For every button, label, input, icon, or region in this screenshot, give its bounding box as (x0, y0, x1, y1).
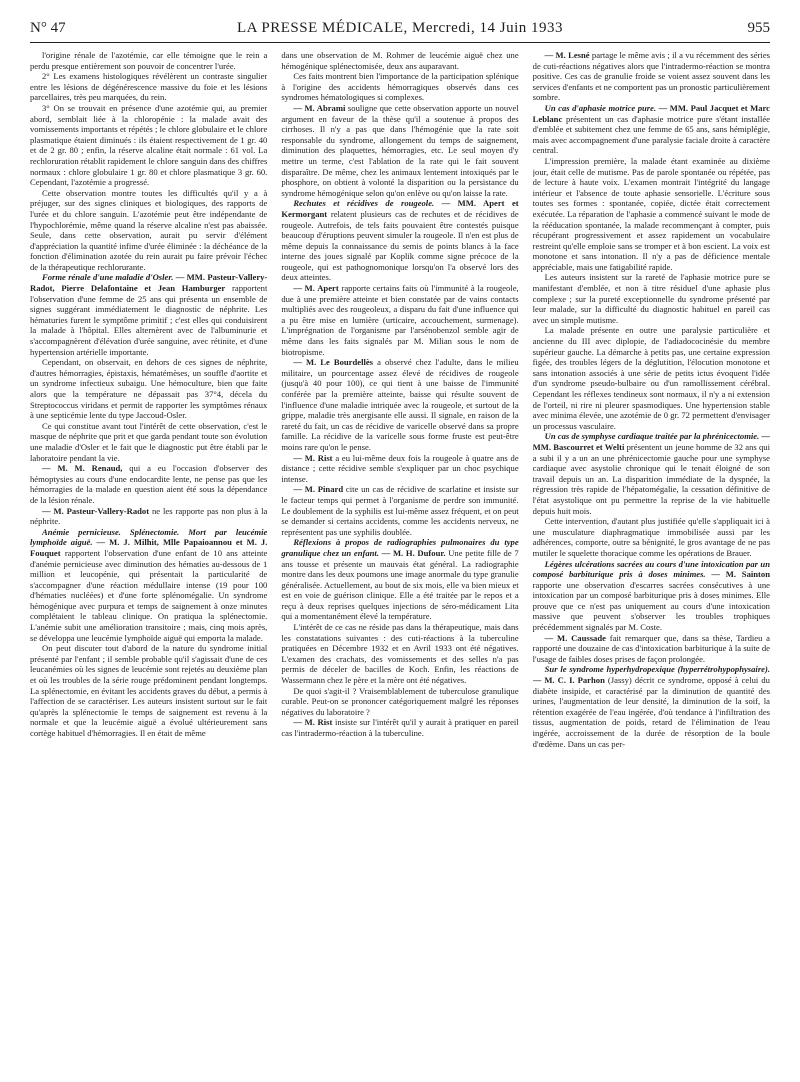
issue-number: N° 47 (30, 20, 66, 36)
author-names: — M. Sainton (711, 569, 770, 580)
paragraph (533, 156, 770, 273)
paragraph-text: 3° On se trouvait en présence d'une azotémie qui, au premier abord, semblait liée à la chloropénie : la malade avait des vomissements importants et répétés ; le chlore globulaire et le chlore plasmatique étaient diminués : ils étaient respectivement de 1 gr. 40 et de 2 gr. 80 ; enfin, la réserve alcaline était normale : 61 vol. La rechloruration rétablit rapidement le chlore sanguin dans des chiffres normaux : chlore globulaire 1 gr. 80 et chlore plasmatique 3 gr. 60. Cependant, l'azotémie a progressé. (30, 102, 268, 188)
paragraph (30, 357, 267, 421)
author-names: — M. Lesné (544, 50, 590, 60)
paragraph (30, 71, 267, 103)
paragraph (281, 537, 518, 622)
paragraph-text: relatent plusieurs cas de rechutes et de récidives de rougeole. Autrefois, de tels faits pouvaient être contestés puisque beaucoup d'éruptions peuvent simuler la rougeole. Il n'en est plus de même depuis la connaissance du semis de points blancs à la face interne des joues signalé par Koplik comme signe précoce de la rougeole, qui est pathognomonique lorsqu'on l'a observé lors des deux atteintes. (281, 208, 519, 283)
paragraph-text: Ces faits montrent bien l'importance de la participation splénique à l'origine des accidents hémorragiques observés dans ces syndromes hématologiques si complexes. (281, 71, 519, 103)
paragraph (30, 421, 267, 463)
paragraph-text: rapportent l'observation d'une femme de 25 ans qui présenta un ensemble de signes suggérant immédiatement le diagnostic de néphrite. Les hématuries furent le symptôme primitif ; c'est elles qui conduisirent la malade à l'hôpital. Elles alternèrent avec de l'albuminurie et s'accompagnèrent d'élévation d'urée sanguine, avec rétinite, et d'une hypertension artérielle importante. (30, 283, 268, 357)
author-names: — MM. Pasteur-Vallery-Radot, Pierre Delafontaine et Jean Hamburger (30, 272, 268, 294)
paragraph (281, 283, 518, 357)
paragraph-text: a eu lui-même deux fois la rougeole à quatre ans de distance ; cette récidive semble s'expliquer par un choc psychique intense. (281, 452, 519, 484)
author-names: — M. C. I. Parhon (532, 675, 605, 686)
page-header (30, 20, 770, 43)
paragraph-text: L'intérêt de ce cas ne réside pas dans la thérapeutique, mais dans les constatations suivantes : des cuti-réactions à la tuberculine pratiquées en Décembre 1932 et en Avril 1933 ont été négatives. L'examen des crachats, des vomissements et des selles n'a pas permis de déceler de bacilles de Koch. Enfin, les réactions de Wassermann chez le père et la mère ont été négatives. (281, 622, 519, 686)
paragraph (281, 50, 518, 71)
author-names: — M. Rist (293, 717, 333, 728)
section-heading: Anémie pernicieuse. Splénectomie. Mort par leucémie lymphoïde aiguë. (30, 526, 268, 548)
journal-title: LA PRESSE MÉDICALE, Mercredi, 14 Juin 1933 (237, 20, 563, 36)
paragraph-text: fait remarquer que, dans sa thèse, Tardieu a rapporté une douzaine de cas d'intoxication barbiturique à la suite de l'usage de faibles doses prises de façon prolongée. (532, 632, 770, 664)
section-heading: Légères ulcérations sacrées au cours d'une intoxication par un composé barbiturique pris à doses minimes. (532, 558, 770, 580)
paragraph-text: présentent un jeune homme de 32 ans qui a subi il y a un an une phrénicectomie gauche pour une symphyse cardiaque avec asystolie chronique qui le tenait éloigné de son travail depuis un an. La disparition immédiate de la dyspnée, la régression très rapide de l'hépatomégalie, la cessation définitive de l'état asystolique ont pu permettre la reprise de la vie habituelle depuis huit mois. (532, 441, 770, 516)
paragraph-text: Les auteurs insistent sur la rareté de l'aphasie motrice pure se manifestant d'emblée, et non à titre résiduel d'une aphasie plus complexe ; sur la pureté exceptionnelle du syndrome présenté par leur malade, sur la difficulté du diagnostic habituel en pareil cas avec un simple mutisme. (532, 272, 770, 325)
paragraph-text: souligne que cette observation apporte un nouvel argument en faveur de la thèse qu'il a soutenue à propos des cirrhoses. Il n'y a pas que dans l'hémogénie que la rate soit responsable du syndrome, allongement du temps de saignement, diminution des plaquettes, hémorragies, etc. Le seul moyen d'y mettre un terme, c'est l'ablation de la rate qui le fait souvent disparaître. De même, chez les animaux lentement intoxiqués par le phosphore, on obtient à volonté la disparition ou la persistance du syndrome hémogénique selon qu'on enlève ou qu'on laisse la rate. (281, 102, 519, 198)
paragraph-text: ne les rapporte pas non plus à la néphrite. (30, 505, 268, 527)
paragraph-text: insiste sur l'intérêt qu'il y aurait à pratiquer en pareil cas l'intradermo-réaction à la tuberculine. (281, 717, 519, 738)
author-names: — M. Caussade (544, 632, 606, 643)
paragraph (281, 453, 518, 485)
author-names: — MM. Apert et Kermorgant (281, 198, 519, 219)
paragraph-text: On peut discuter tout d'abord de la nature du syndrome initial présenté par l'enfant ; il semble probable qu'il s'agissait d'une de ces leucanémies où les signes de leucémie sont rejetés au deuxième plan et où les troubles de la série rouge prédominent pendant longtemps. La splénectomie, en évitant les accidents graves du début, a permis à l'affection de se caractériser. Les auteurs insistent surtout sur le fait qu'après la splénectomie le temps de saignement est revenu à la normale et que la leucémie aiguë a évolué ultérieurement sans cortège habituel d'hémorragies. Il en était de même (30, 643, 268, 738)
section-heading: Un cas d'aphasie motrice pure. (544, 102, 659, 113)
paragraph (533, 664, 770, 749)
paragraph-text: rapporte certains faits où l'immunité à la rougeole, due à une première atteinte et bien constatée par de vains contacts multipliés avec des rougeoleux, a disparu du fait d'une influence qui a pu être mise en lumière (urticaire, accouchement, surmenage). L'imprégnation de l'organisme par l'arsénobenzol semble agir de même dans les faits signalés par M. Milian sous le nom de biotropisme. (281, 283, 519, 357)
paragraph (533, 103, 770, 156)
paragraph-text: (Jassy) décrit ce syndrome, opposé à celui du diabète insipide, et caractérisé par la diminution de quantité des urines, l'augmentation de leur densité, la diminution de la soif, la rétention exagérée de l'eau ingérée, d'où tendance à l'infiltration des tissus, augmentation de poids, retard de l'élimination de l'eau ingérée, accroissement de la durée de résorption de la boule d'œdème. Dans un cas per- (532, 675, 770, 749)
paragraph (281, 71, 518, 103)
paragraph (281, 103, 518, 198)
paragraph (533, 272, 770, 325)
paragraph-text: Cette intervention, d'autant plus justifiée qu'elle s'appliquait ici à une musculature diaphragmatique immobilisée aussi par les adhérences, comporte, outre sa bénignité, le gros avantage de ne pas mutiler le squelette thoracique comme les opérations de Brauer. (532, 516, 770, 558)
paragraph (281, 198, 518, 283)
paragraph-text: rapportent l'observation d'une enfant de 10 ans atteinte d'anémie pernicieuse avec diminution des hématies au-dessous de 1 million et leucopénie, qui présentait la particularité de s'accompagner d'une réaction médullaire intense (19 pour 100 d'hématies nucléées) et d'une forte splénomégalie. Un syndrome hémogénique avec purpura et temps de saignement à onze minutes complétaient le tableau clinique. On pratiqua la splénectomie. L'anémie subit une amélioration transitoire ; mais, cinq mois après, se développa une leucémie lymphoïde aiguë qui emporta la malade. (30, 547, 268, 643)
section-heading: Forme rénale d'une maladie d'Osler. (42, 272, 176, 283)
paragraph-text: qui a eu l'occasion d'observer des hémoptysies au cours d'une endocardite lente, ne pense pas que les hémorragies de la malade en question aient été sous la dépendance de la lésion rénale. (30, 463, 268, 505)
paragraph (30, 188, 267, 273)
paragraph (533, 633, 770, 665)
author-names: — M. Pinard (293, 484, 344, 495)
paragraph-text: Une petite fille de 7 ans tousse et présente un mauvais état général. La radiographie montre dans les deux poumons une image anormale du type granulie généralisée. Actuellement, au bout de six mois, elle va bien mieux et est en voie de guérison clinique. Elle a été traitée par le repos et a reçu à deux reprises quelques injections de séro-médicament Lita qui a momentanément élevé la température. (281, 547, 519, 622)
paragraph (30, 463, 267, 505)
author-names: — M. J. Milhit, Mlle Papaioannou et M. J. Fouquet (30, 537, 268, 558)
paragraph (533, 50, 770, 103)
paragraph (281, 484, 518, 537)
author-names: — M. Rist (293, 452, 333, 463)
paragraph (533, 325, 770, 431)
section-heading: Rechutes et récidives de rougeole. (293, 198, 442, 209)
paragraph (281, 717, 518, 738)
paragraph (533, 516, 770, 558)
paragraph-text: Cette observation montre toutes les difficultés qu'il y a à préjuger, sur des signes cliniques et biologiques, des rapports de l'urée et du chlore sanguin. L'azotémie peut être indépendante de l'hypochlorémie, même quand la réserve alcaline n'est pas abaissée. Seule, dans cette observation, aurait pu servir d'élément d'appréciation la quantité infime d'urée éliminée : la déchéance de la fonction d'élimination azotée du rein aurait pu faire prévoir l'échec de la thérapeutique rechlorurante. (30, 187, 268, 272)
paragraph-text: rapporte une observation d'escarres sacrées consécutives à une intoxication par un composé barbiturique pris à doses minimes. Elle prouve que ce n'est pas uniquement au cours d'une intoxication massive que peuvent s'observer les troubles trophiques précédemment signalés par M. Coste. (532, 579, 770, 633)
paragraph (30, 527, 267, 644)
paragraph (30, 643, 267, 738)
section-heading: Un cas de symphyse cardiaque traitée par la phrénicectomie. (544, 431, 762, 442)
paragraph-text: a observé chez l'adulte, dans le milieu militaire, un pourcentage assez élevé de récidives de rougeole (jusqu'à 40 pour 100), ce qui tient à une baisse de l'immunité conférée par la première atteinte, baisse qui résulte souvent de l'influence d'une maladie intriquée avec la rougeole, et surtout de la grippe, maladie très anergisante elle aussi. Il signale, en raison de la rareté du fait, un cas de récidive de varicelle observé dans sa propre famille. La récidive de la varicelle sous forme fruste est peut-être moins rare qu'on le pense. (281, 357, 519, 452)
author-names: — M. M. Renaud, (42, 463, 123, 474)
paragraph-text: dans une observation de M. Rohmer de leucémie aiguë chez une hémogénique splénectomisée, deux ans auparavant. (281, 50, 519, 71)
paragraph-text: La malade présente en outre une paralysie particulière et ancienne du III avec diplopie, de l'adiadococinésie du membre supérieur gauche. La démarche à petits pas, une certaine expression figée, des troubles légers de la déglutition, l'élocution monotone et sans intonation associés à une série de petits ictus évoquent l'idée d'un syndrome pseudo-bulbaire ou d'un ramollissement cérébral. Cependant les réflexes tendineux sont normaux, il n'y a ni extension de l'orteil, ni rire ni pleurer spasmodiques. Une hypertension stable avec minima élevée, une azotémie de 0 gr. 72 permettent d'envisager un processus vasculaire. (532, 325, 770, 431)
paragraph (281, 686, 518, 718)
paragraph (30, 272, 267, 357)
author-names: — M. Abrami (293, 102, 346, 113)
paragraph-text: partage le même avis ; il a vu récemment des séries de cuti-réactions négatives alors que l'intradermo-réaction se montra positive. Ces cas de granulie froide se voient assez souvent dans les services d'enfants et ne comportent pas un pronostic particulièrement sombre. (532, 50, 770, 103)
paragraph-text: 2° Les examens histologiques révélèrent un contraste singulier entre les lésions de dégénérescence massive du foie et les lésions parcellaires, très peu marquées, du rein. (30, 71, 268, 103)
author-names: — M. Apert (293, 283, 339, 294)
paragraph-text: Cependant, on observait, en dehors de ces signes de néphrite, d'autres hémorragies, épistaxis, hématémèses, un souffle d'aortite et un syndrome infectieux subaigu. Une hémoculture, bien que faite alors que la température ne dépassait pas 37°4, décela du Streptococcus viridans et permit de rapporter les symptômes rénaux à une septicémie lente du type Jaccoud-Osler. (30, 357, 268, 421)
author-names: — M. Le Bourdellès (293, 357, 374, 368)
column-left (30, 50, 267, 1072)
paragraph (533, 431, 770, 516)
paragraph (533, 559, 770, 633)
column-right (533, 50, 770, 1072)
paragraph (281, 622, 518, 686)
paragraph-text: De quoi s'agit-il ? Vraisemblablement de tuberculose granulique curable. Peut-on se prononcer catégoriquement malgré les réponses négatives du laboratoire ? (281, 685, 519, 717)
paragraph-text: présentent un cas d'aphasie motrice pure s'étant installée d'emblée et subitement chez une femme de 65 ans, sans hémiplégie, mais avec accompagnement d'une paralysie faciale droite à caractère central. (532, 113, 770, 156)
page-number: 955 (747, 20, 770, 36)
author-names: — M. H. Dufour. (381, 547, 446, 558)
section-heading: Réflexions à propos de radiographies pulmonaires du type granulique chez un enfant. (281, 537, 519, 558)
paragraph-text: cite un cas de récidive de scarlatine et insiste sur le facteur temps qui permet à l'organisme de perdre son immunité. Le doublement de la syphilis est lui-même assez fréquent, et on peut se demander si certains accidents, comme les accidents nerveux, ne représentent pas une syphilis doublée. (281, 484, 519, 537)
paragraph (30, 506, 267, 527)
paragraph-text: Ce qui constitue avant tout l'intérêt de cette observation, c'est le masque de néphrite que prit et que garda pendant toute son évolution une maladie d'Osler et le fait que le diagnostic put être établi par le laboratoire pendant la vie. (30, 420, 268, 463)
author-names: — M. Pasteur-Vallery-Radot (42, 505, 150, 516)
paragraph (30, 103, 267, 188)
author-names: — MM. Paul Jacquet et Marc Leblanc (532, 102, 770, 124)
article-columns (30, 50, 770, 1072)
paragraph-text: L'impression première, la malade étant examinée au dixième jour, était celle de mutisme. Pas de parole spontanée ou répétée, pas de lecture à haute voix. L'examen montrait l'intégrité du langage intérieur et l'absence de toute aphasie sensorielle. L'écriture sous toutes ses formes : spontanée, copiée, dictée était correctement exécutée. La réparation de l'aphasie a commencé suivant le mode de la rééducation spontanée, la malade recommençant à compter, puis récupérant progressivement et assez rapidement un vocabulaire restreint qu'elle emploie sans se tromper et à bon escient. La voix est monotone et sans intonation. Il n'y a pas de déficience mentale appréciable, mais une fatigabilité rapide. (532, 155, 770, 272)
paragraph-text: l'origine rénale de l'azotémie, car elle témoigne que le rein a perdu presque entièrement son pouvoir de concentrer l'urée. (30, 50, 268, 71)
paragraph (281, 357, 518, 452)
paragraph (30, 50, 267, 71)
column-middle (281, 50, 518, 1072)
section-heading: Sur le syndrome hyperhydropexique (hyperrétrohypophysaire). (544, 664, 770, 675)
author-names: — MM. Bascourret et Welti (532, 431, 770, 452)
